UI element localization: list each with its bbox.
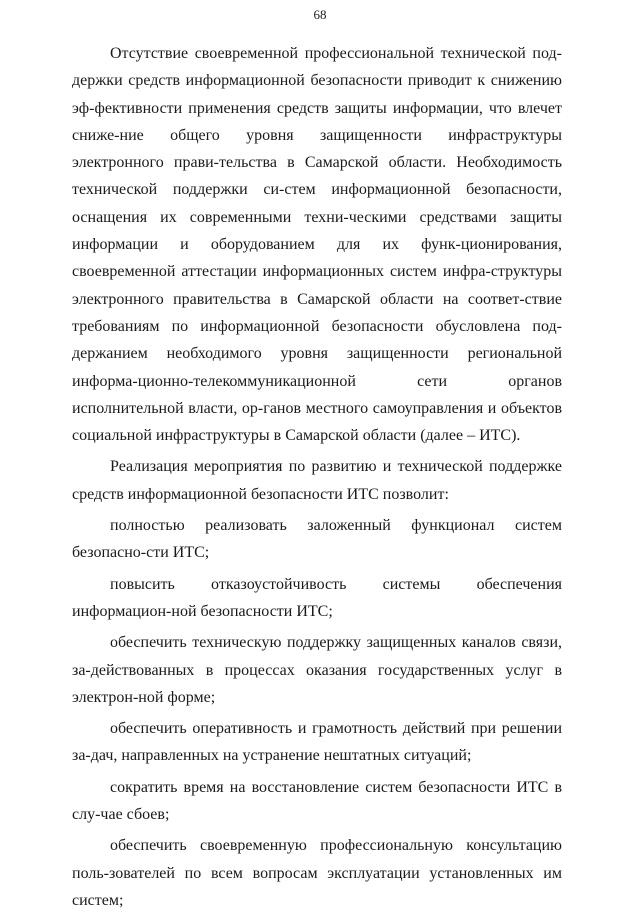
list-item-emergency: обеспечить оперативность и грамотность действий при решении за-дач, направленных на устранение нештатных ситуаций;: [72, 720, 562, 765]
list-item-secure-channels: обеспечить техническую поддержку защищенных каналов связи, за-действованных в процессах оказания государственных услуг в электрон-ной форме;: [72, 634, 562, 706]
list-item-recovery: сократить время на восстановление систем безопасности ИТС в слу-чае сбоев;: [72, 778, 562, 824]
paragraph-intro: Отсутствие своевременной профессиональной технической под-держки средств информационной безопасности приводит к снижению эф-фективности применения средств защиты информации, что влечет сниже-ние общего уровня защищенности инфраструктуры электронного прави-тельства в Самарской области. Необходимость технической поддержки си-стем информационной безопасности, оснащения их современными техни-ческими средствами защиты информации и оборудованием для их функ-ционирования, своевременной аттестации информационных систем инфра-структуры электронного правительства в Самарской области на соответ-ствие требованиям по информационной безопасности обусловлена под-держанием необходимого уровня защищенности региональной информа-ционно-телекоммуникационной сети органов исполнительной власти, ор-ганов местного самоуправления и объектов социальной инфраструктуры в Самарской области (далее – ИТС).: [72, 45, 562, 445]
list-item-functional: полностью реализовать заложенный функционал систем безопасно-сти ИТС;: [72, 517, 562, 562]
document-body: [72, 40, 562, 918]
page-number: 68: [313, 7, 327, 22]
list-item-fault-tolerance: повысить отказоустойчивость системы обеспечения информацион-ной безопасности ИТС;: [72, 575, 562, 620]
list-item-consulting: обеспечить своевременную профессиональную консультацию поль-зователей по всем вопросам эксплуатации установленных им систем;: [72, 837, 562, 909]
paragraph-implementation: Реализация мероприятия по развитию и технической поддержке средств информационной безопасности ИТС позволит:: [72, 458, 562, 503]
